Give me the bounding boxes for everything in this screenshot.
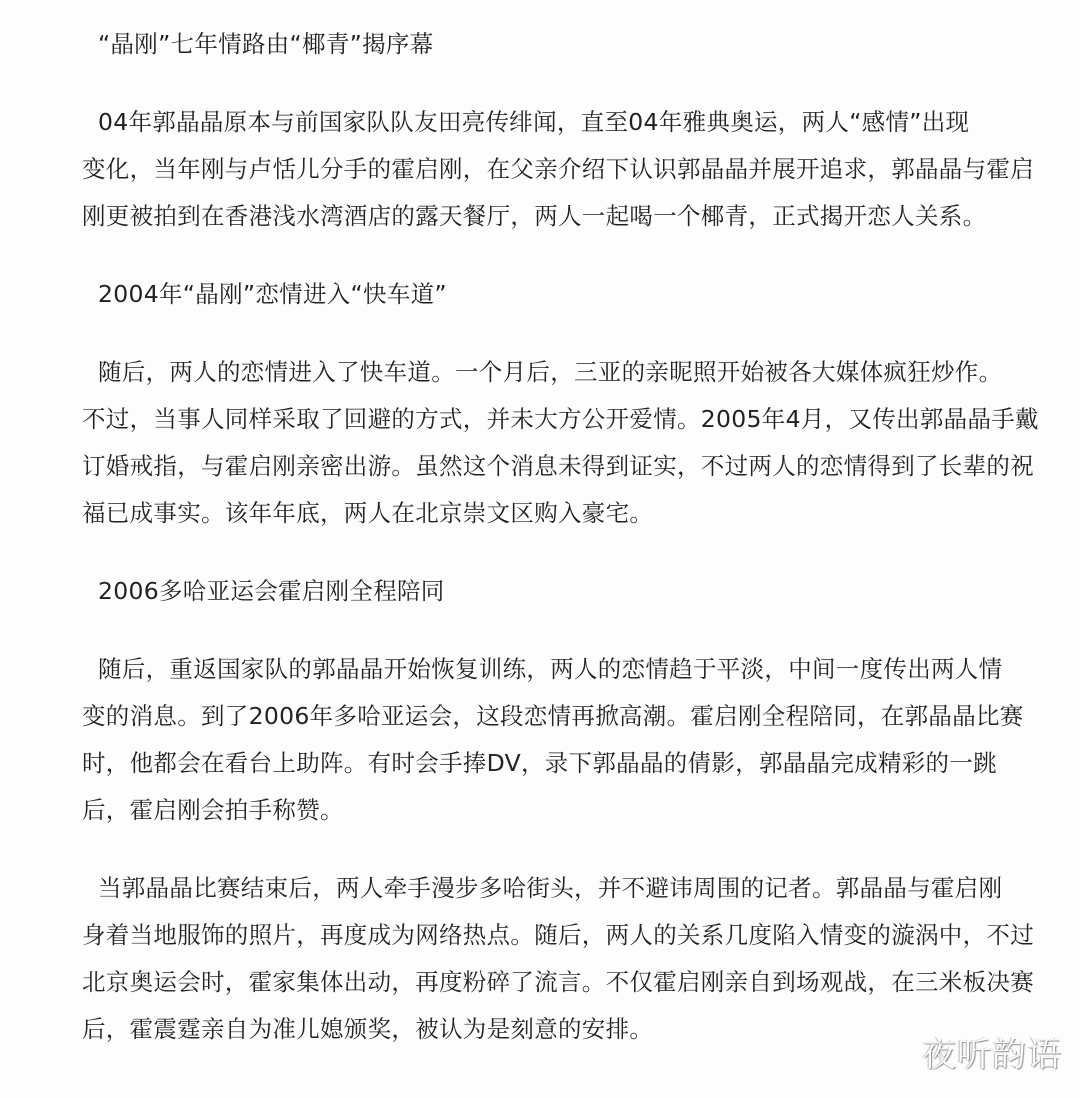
- paragraph: [82, 99, 1034, 240]
- text-line: “晶刚”七年情路由“椰青”揭序幕: [98, 30, 434, 58]
- text-line: 福已成事实。该年年底，两人在北京崇文区购入豪宅。: [82, 499, 654, 527]
- text-line: 订婚戒指，与霍启刚亲密出游。虽然这个消息未得到证实，不过两人的恋情得到了长辈的祝: [82, 452, 1034, 480]
- text-line: 2004年“晶刚”恋情进入“快车道”: [98, 280, 447, 308]
- paragraph: [82, 865, 1034, 1053]
- text-line: 北京奥运会时，霍家集体出动，再度粉碎了流言。不仅霍启刚亲自到场观战，在三米板决赛: [82, 968, 1034, 996]
- section-heading: [82, 568, 1022, 615]
- text-line: 时，他都会在看台上助阵。有时会手捧DV，录下郭晶晶的倩影，郭晶晶完成精彩的一跳: [82, 749, 997, 777]
- text-line: 变化，当年刚与卢恬儿分手的霍启刚，在父亲介绍下认识郭晶晶并展开追求，郭晶晶与霍启: [82, 155, 1034, 183]
- paragraph: [82, 646, 1022, 834]
- section-heading: [82, 271, 1022, 318]
- text-line: 随后，两人的恋情进入了快车道。一个月后，三亚的亲昵照开始被各大媒体疯狂炒作。: [98, 358, 1003, 386]
- watermark: 夜听韵语: [922, 1035, 1062, 1075]
- text-line: 后，霍启刚会拍手称赞。: [82, 796, 344, 824]
- text-line: 04年郭晶晶原本与前国家队队友田亮传绯闻，直至04年雅典奥运，两人“感情”出现: [98, 108, 970, 136]
- paragraph: [82, 349, 1039, 537]
- text-line: 当郭晶晶比赛结束后，两人牵手漫步多哈街头，并不避讳周围的记者。郭晶晶与霍启刚: [98, 874, 1003, 902]
- text-line: 变的消息。到了2006年多哈亚运会，这段恋情再掀高潮。霍启刚全程陪同，在郭晶晶比赛: [82, 702, 1024, 730]
- text-line: 后，霍震霆亲自为准儿媳颁奖，被认为是刻意的安排。: [82, 1015, 654, 1043]
- text-line: 身着当地服饰的照片，再度成为网络热点。随后，两人的关系几度陷入情变的漩涡中，不过: [82, 921, 1034, 949]
- text-line: 不过，当事人同样采取了回避的方式，并未大方公开爱情。2005年4月，又传出郭晶晶手戴: [82, 405, 1039, 433]
- text-line: 随后，重返国家队的郭晶晶开始恢复训练，两人的恋情趋于平淡，中间一度传出两人情: [98, 655, 1003, 683]
- article-body: [82, 21, 1039, 1084]
- text-line: 刚更被拍到在香港浅水湾酒店的露天餐厅，两人一起喝一个椰青，正式揭开恋人关系。: [82, 202, 987, 230]
- text-line: 2006多哈亚运会霍启刚全程陪同: [98, 577, 445, 605]
- section-heading: [82, 21, 1022, 68]
